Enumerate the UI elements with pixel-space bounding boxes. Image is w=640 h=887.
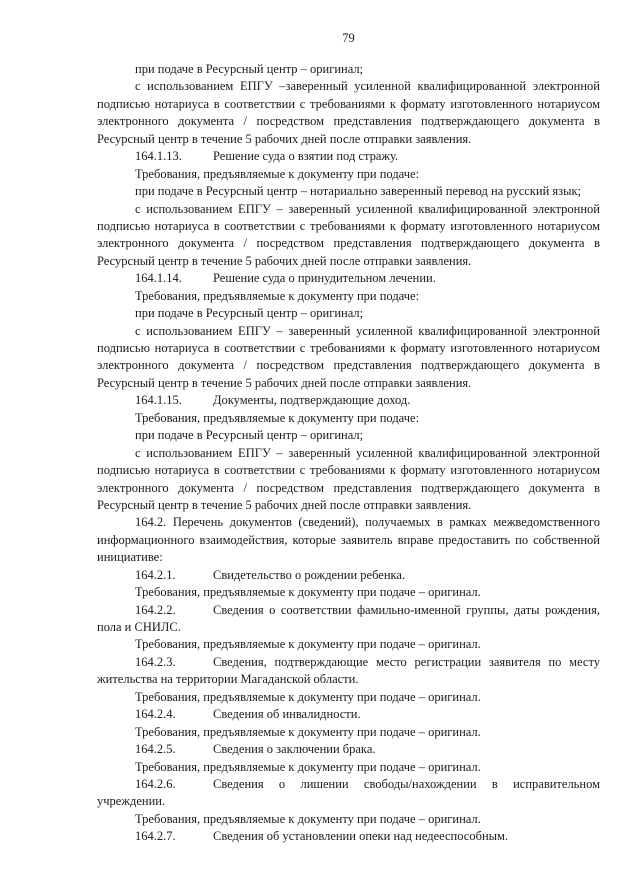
item-number: 164.2.1. — [135, 567, 176, 582]
item-title: Сведения о заключении брака. — [213, 742, 376, 757]
item-number: 164.2.6. — [135, 776, 176, 791]
text-line: при подаче в Ресурсный центр – оригинал; — [135, 62, 364, 76]
text-line: с использованием ЕПГУ – заверенный усиленной квалифицированной электронной — [135, 445, 600, 460]
item-title: Сведения о соответствии фамильно-именной группы, даты рождения, — [213, 602, 600, 617]
text-line: подписью нотариуса в соответствии с требованиями к формату изготовленного нотариусом — [97, 218, 600, 233]
text-line: подписью нотариуса в соответствии с требованиями к формату изготовленного нотариусом — [97, 341, 600, 355]
text-line: при подаче в Ресурсный центр – оригинал; — [135, 306, 364, 321]
item-title: жительства на территории Магаданской области. — [97, 672, 359, 687]
text-line: подписью нотариуса в соответствии с требованиями к формату изготовленного нотариусом — [97, 96, 600, 111]
requirement-line: Требования, предъявляемые к документу при подаче – оригинал. — [135, 811, 481, 826]
item-number: 164.2.7. — [135, 829, 176, 844]
text-line: Ресурсный центр в течение 5 рабочих дней после отправки заявления. — [97, 375, 472, 390]
item-title: Документы, подтверждающие доход. — [213, 393, 411, 408]
section-heading — [97, 514, 600, 531]
text-line: при подаче в Ресурсный центр – нотариально заверенный перевод на русский язык; — [135, 184, 582, 199]
item-number: 164.2.4. — [135, 707, 176, 722]
item-title: Свидетельство о рождении ребенка. — [213, 567, 406, 582]
requirement-line: Требования, предъявляемые к документу при подаче: — [135, 410, 420, 425]
item-title: Решение суда о взятии под стражу. — [213, 149, 399, 164]
item-number: 164.1.15. — [135, 393, 182, 408]
item-number: 164.2.2. — [135, 602, 176, 617]
section-heading-text: информационного взаимодействия, которые заявитель вправе предоставить по собственной — [97, 532, 600, 547]
item-number: 164.1.14. — [135, 271, 182, 286]
text-line: электронного документа / посредством представления подтверждающего документа в — [97, 114, 600, 129]
item-title: пола и СНИЛС. — [97, 620, 181, 634]
item-heading — [97, 654, 600, 671]
item-title: Сведения о лишении свободы/нахождении в исправительном — [213, 776, 600, 791]
item-title: учреждении. — [97, 794, 166, 809]
text-line: Ресурсный центр в течение 5 рабочих дней после отправки заявления. — [97, 253, 472, 268]
item-heading — [97, 828, 600, 845]
item-heading — [97, 270, 600, 287]
item-heading — [97, 567, 600, 584]
requirement-line: Требования, предъявляемые к документу при подаче: — [135, 288, 420, 303]
section-heading-text: инициативе: — [97, 550, 163, 565]
item-heading — [97, 392, 600, 409]
item-number: 164.2.5. — [135, 742, 176, 757]
document-body — [97, 61, 600, 846]
section-heading-text: Перечень документов (сведений), получаемых в рамках межведомственного — [172, 515, 600, 530]
text-line: Ресурсный центр в течение 5 рабочих дней после отправки заявления. — [97, 131, 472, 146]
item-heading — [97, 776, 600, 793]
requirement-line: Требования, предъявляемые к документу при подаче – оригинал. — [135, 637, 481, 652]
text-line: при подаче в Ресурсный центр – оригинал; — [135, 428, 364, 443]
requirement-line: Требования, предъявляемые к документу при подаче – оригинал. — [135, 585, 481, 600]
text-line: Ресурсный центр в течение 5 рабочих дней после отправки заявления. — [97, 497, 472, 512]
requirement-line: Требования, предъявляемые к документу при подаче: — [135, 166, 420, 181]
text-line: электронного документа / посредством представления подтверждающего документа в — [97, 480, 600, 495]
item-title: Решение суда о принудительном лечении. — [213, 271, 436, 286]
item-title: Сведения об инвалидности. — [213, 707, 361, 722]
item-heading — [97, 741, 600, 758]
item-heading — [97, 148, 600, 165]
requirement-line: Требования, предъявляемые к документу при подаче – оригинал. — [135, 689, 481, 704]
text-line: электронного документа / посредством представления подтверждающего документа в — [97, 236, 600, 251]
item-title: Сведения об установлении опеки над недееспособным. — [213, 829, 509, 844]
section-number: 164.2. — [135, 515, 167, 530]
text-line: с использованием ЕПГУ – заверенный усиленной квалифицированной электронной — [135, 323, 600, 338]
item-title: Сведения, подтверждающие место регистрации заявителя по месту — [213, 654, 600, 669]
text-line: подписью нотариуса в соответствии с требованиями к формату изготовленного нотариусом — [97, 463, 600, 478]
requirement-line: Требования, предъявляемые к документу при подаче – оригинал. — [135, 724, 481, 739]
item-heading — [97, 602, 600, 619]
item-heading — [97, 706, 600, 723]
text-line: с использованием ЕПГУ – заверенный усиленной квалифицированной электронной — [135, 201, 600, 216]
text-line: электронного документа / посредством представления подтверждающего документа в — [97, 358, 600, 373]
item-number: 164.1.13. — [135, 149, 182, 164]
page-number: 79 — [342, 31, 355, 45]
item-number: 164.2.3. — [135, 654, 176, 669]
text-line: с использованием ЕПГУ –заверенный усиленной квалифицированной электронной — [135, 79, 600, 94]
requirement-line: Требования, предъявляемые к документу при подаче – оригинал. — [135, 759, 481, 774]
